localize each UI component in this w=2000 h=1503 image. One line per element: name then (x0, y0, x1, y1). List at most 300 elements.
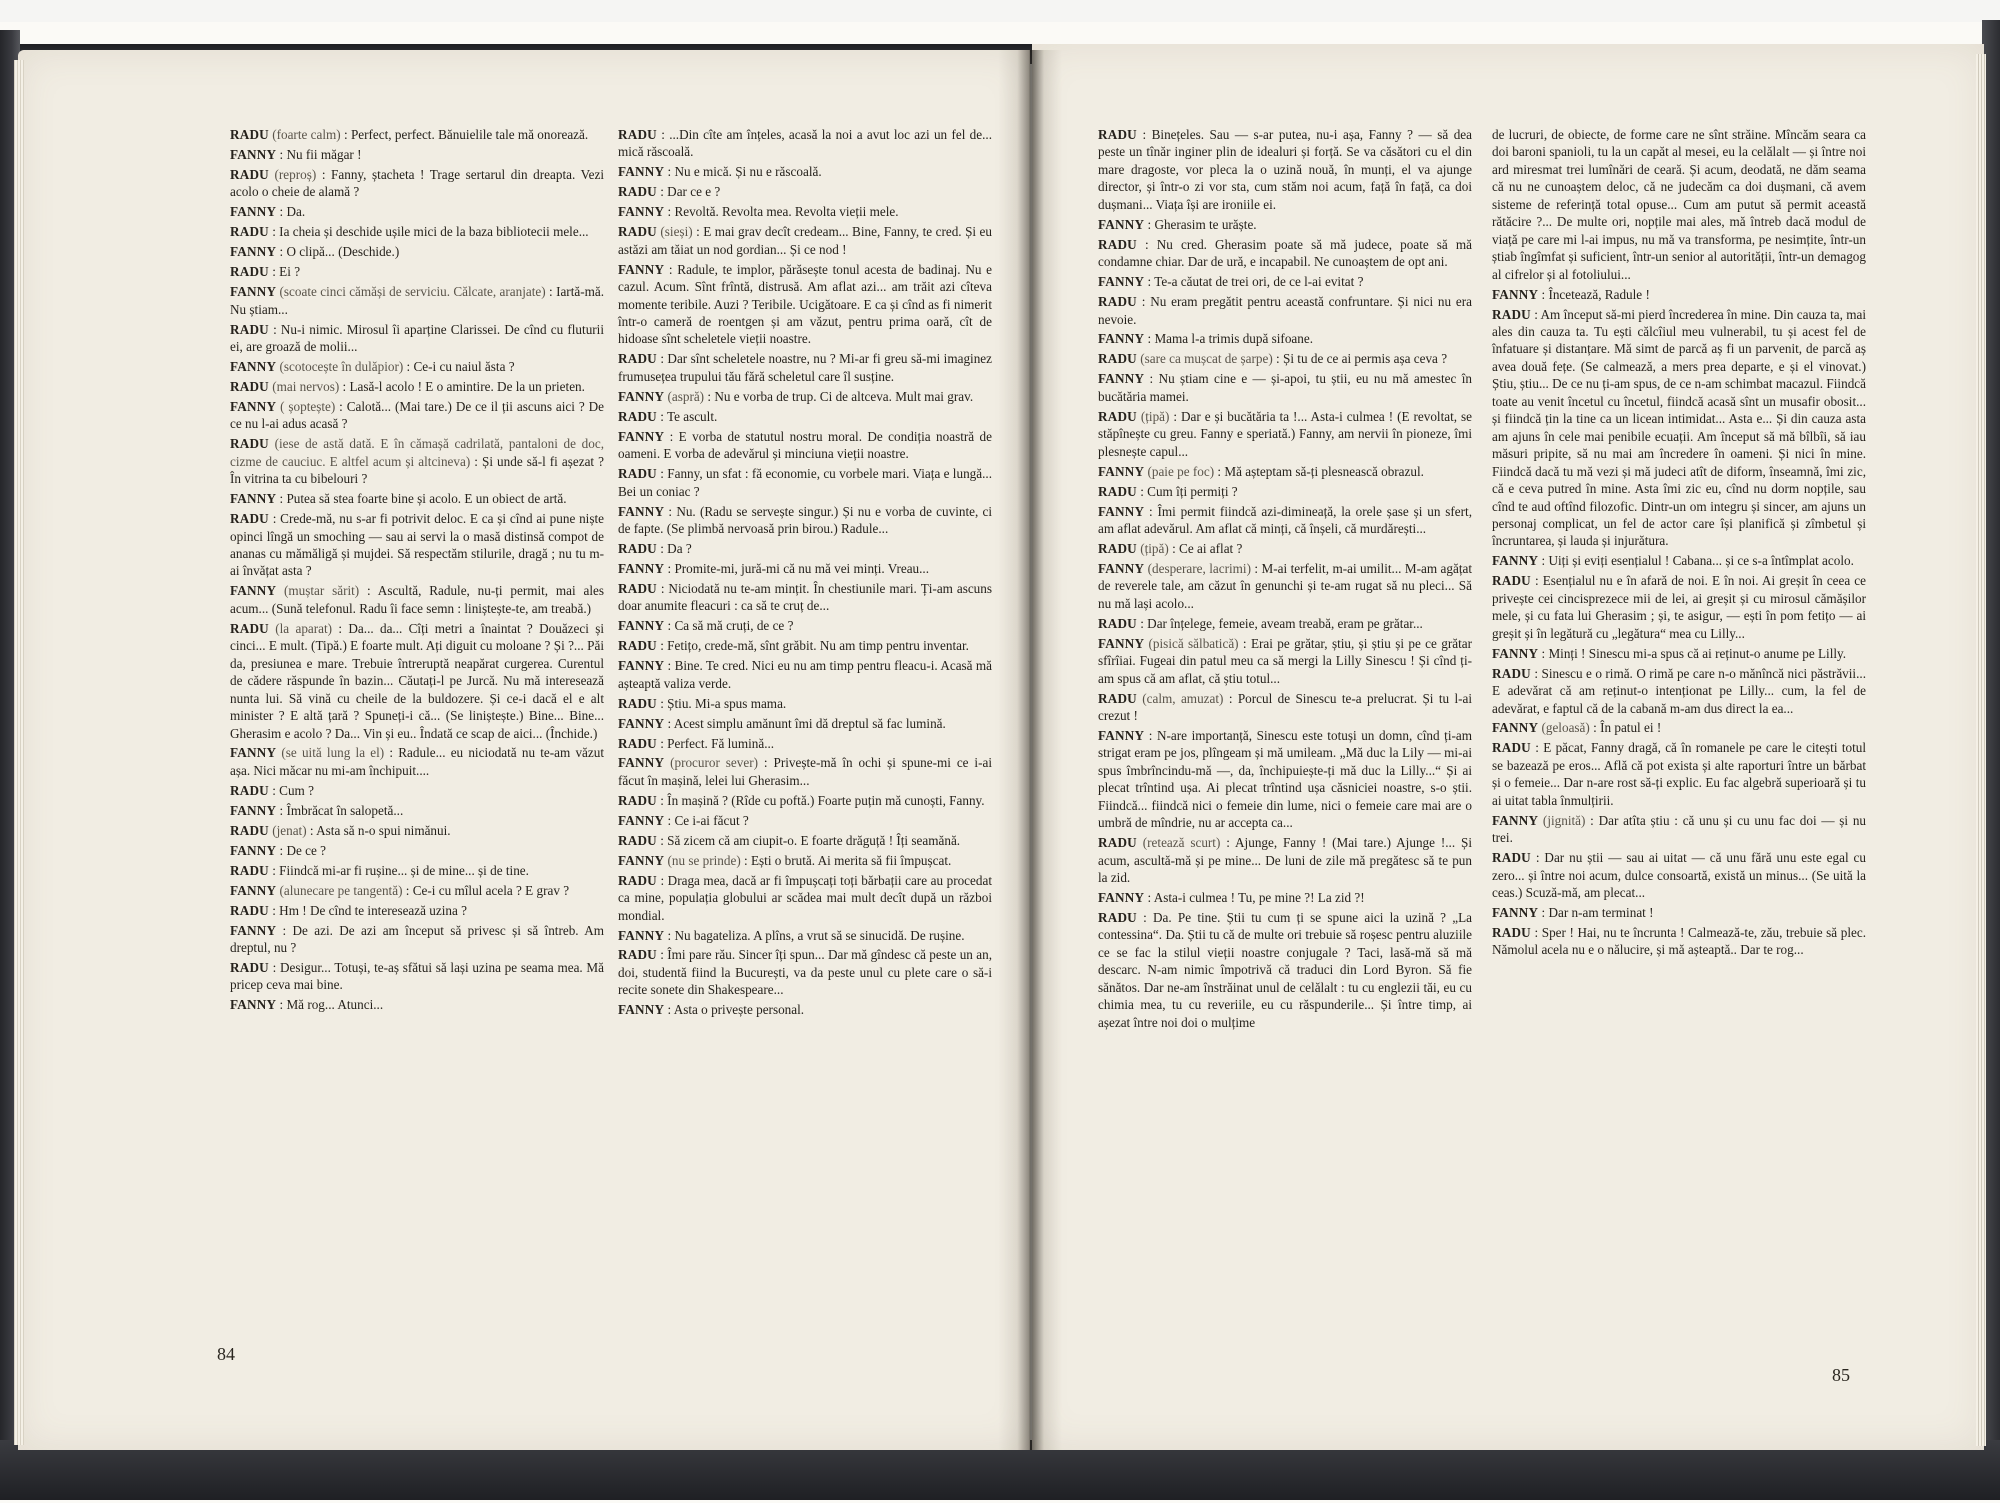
speech-text: Ce i-ai făcut ? (674, 812, 749, 828)
dialogue-line: RADU : Draga mea, dacă ar fi împușcați toți bărbații care au procedat ca mine, populația globului ar scădea mai mult decît după un război mondial. (618, 872, 992, 923)
dialogue-line: FANNY (scoate cinci cămăși de serviciu. Călcate, aranjate) : Iartă-mă. Nu știam... (230, 284, 605, 317)
dialogue-line: RADU : Fanny, un sfat : fă economie, cu vorbele mari. Viața e lungă... Bei un coniac ? (618, 466, 992, 499)
stage-direction: (jenat) (272, 822, 307, 838)
speaker-name: FANNY (618, 755, 665, 771)
speech-text: Ascultă, Radule, nu-ți permit, mai ales acum... (Sună telefonul. Radu îi face semn : liniștește-te, am treabă.) (230, 583, 605, 616)
speech-text: Te-a căutat de trei ori, de ce l-ai evitat ? (1154, 274, 1364, 290)
dialogue-line: RADU : Ia cheia și deschide ușile mici de la baza bibliotecii mele... (230, 224, 589, 240)
speaker-name: FANNY (618, 503, 665, 519)
speech-text: Putea să stea foarte bine și acolo. E un obiect de artă. (286, 491, 567, 507)
speech-text: E vorba de statutul nostru moral. De condiția noastră de oameni. E vorba de adevărul și minciuna vieții noastre. (618, 428, 992, 462)
left-page-edges (14, 60, 24, 1445)
dialogue-line: FANNY : Minți ! Sinescu mi-a spus că ai reținut-o anume pe Lilly. (1492, 645, 1847, 661)
speech-text: E păcat, Fanny dragă, că în romanele pe care le citești totul se bazează pe eros... Află că pot exista și alte raporturi între un bărbat și o femeie... Dar n-are rost să-ți explic. Eu fac algebră superioară și tu ai uitat tabla înmulțirii. (1492, 740, 1867, 808)
speaker-name: FANNY (230, 922, 277, 938)
stage-direction: (pisică sălbatică) (1148, 635, 1239, 651)
dialogue-line: FANNY : Asta-i culmea ! Tu, pe mine ?! La zid ?! (1098, 890, 1365, 906)
speaker-name: FANNY (618, 618, 665, 634)
dialogue-line: RADU : Hm ! De cînd te interesează uzina ? (230, 902, 467, 918)
speech-text: Binețeles. Sau — s-ar putea, nu-i așa, Fanny ? — să dea peste un tînăr inginer plin de idealuri și forță. Se va căsători cu el din mare dragoste, vor pleca la o uzină nouă, în munți, el va ajunge director, și într-o zi vor sta, cum stăm noi acum, față în față, ca doi dușmani... Viața își are ironiile ei. (1098, 127, 1472, 212)
speech-text: Nu știam cine e — și-apoi, tu știi, eu nu mă amestec în bucătăria mamei. (1098, 371, 1473, 404)
speech-text: Fiindcă mi-ar fi rușine... și de mine... și de tine. (279, 862, 529, 878)
speaker-name: RADU (1492, 665, 1531, 681)
speaker-name: RADU (618, 580, 657, 596)
stage-direction: (nu se prinde) (667, 852, 741, 868)
speaker-name: FANNY (230, 882, 277, 898)
speaker-name: FANNY (1098, 560, 1145, 576)
speech-text: Ce-i cu naiul ăsta ? (413, 358, 515, 374)
dialogue-line: FANNY : Promite-mi, jură-mi că nu mă vei minți. Vreau... (618, 560, 930, 576)
stage-direction: (alunecare pe tangentă) (279, 882, 403, 898)
speaker-name: FANNY (618, 164, 665, 180)
dialogue-line: FANNY (pisică sălbatică) : Erai pe grătar, știu, și știu și pe ce grătar sfîrîiai. Fugeai din patul meu ca să mergi la Lilly Sinescu ! Și cînd ți-am spus că am aflat, că știu totul... (1098, 635, 1472, 686)
speech-text: Nu e vorba de trup. Ci de altceva. Mult mai grav. (714, 388, 974, 404)
dialogue-line: FANNY : Nu. (Radu se servește singur.) Și nu e vorba de cuvinte, ci de fapte. (Se plimbă nervoasă prin birou.) Radule... (618, 503, 993, 537)
speaker-name: FANNY (1492, 812, 1539, 828)
speaker-name: FANNY (618, 658, 665, 674)
speech-text: Încetează, Radule ! (1548, 286, 1650, 302)
speaker-name: FANNY (230, 583, 277, 599)
dialogue-line: FANNY : Nu bagateliza. A plîns, a vrut să se sinucidă. De rușine. (618, 927, 965, 943)
speaker-name: RADU (230, 959, 269, 975)
dialogue-line: FANNY : Mama l-a trimis după sifoane. (1098, 331, 1314, 347)
speech-text: Gherasim te urăște. (1154, 216, 1257, 232)
right-page-edges (1976, 54, 1986, 1446)
speech-text: Erai pe grătar, știu, și știu și pe ce grătar sfîrîiai. Fugeai din patul meu ca să mergi la Lilly Sinescu ! Și cînd ți-am spus că am aflat, că știu totul... (1098, 635, 1472, 686)
speaker-name: FANNY (1492, 286, 1539, 302)
dialogue-line: FANNY : Mă rog... Atunci... (230, 997, 384, 1013)
speech-text: În mașină ? (Rîde cu poftă.) Foarte puțin mă cunoști, Fanny. (667, 792, 985, 808)
stage-direction: (reproș) (274, 166, 317, 182)
speaker-name: RADU (230, 782, 269, 798)
speaker-name: RADU (618, 947, 657, 963)
speaker-name: RADU (618, 792, 657, 808)
speech-text: Dar nu știi — sau ai uitat — că unu fără unu este egal cu zero... și între noi acum, dulce consoartă, există un minus... (Se uită la ceas.) Scuză-mă, am plecat... (1492, 850, 1866, 901)
speech-text: Ajunge, Fanny ! (Mai tare.) Ajunge !... Și acum, ascultă-mă și pe mine... De luni de zile mă pregătesc să te pun la zid. (1098, 835, 1472, 886)
speaker-name: FANNY (230, 491, 277, 507)
speaker-name: RADU (230, 511, 269, 527)
speaker-name: RADU (1098, 127, 1137, 142)
speech-text: ...Din cîte am înțeles, acasă la noi a avut loc azi un fel de... mică răscoală. (618, 127, 992, 160)
speech-text: Cum îți permiți ? (1147, 483, 1238, 499)
speech-text: De azi. De azi am început să privesc și să întreb. Am dreptul, nu ? (230, 922, 604, 955)
speech-text: Draga mea, dacă ar fi împușcați toți bărbații care au procedat ca mine, populația globului ar scădea mai mult decît după un război mondial. (618, 872, 992, 923)
speaker-name: FANNY (230, 745, 277, 761)
speech-text: Sper ! Hai, nu te încrunta ! Calmează-te, zău, trebuie să plec. Nămolul acela nu e o nălucire, și mă așteaptă.. Dar te rog... (1492, 924, 1867, 958)
speaker-name: RADU (1492, 573, 1531, 589)
speaker-name: RADU (230, 224, 269, 240)
speaker-name: FANNY (230, 358, 277, 374)
speaker-name: RADU (230, 166, 269, 182)
dialogue-line: FANNY : Încetează, Radule ! (1492, 286, 1650, 302)
stage-direction: (se uită lung la el) (281, 745, 385, 761)
speech-text: Privește-mă în ochi și spune-mi ce i-ai făcut în mașină, lelei lui Gherasim... (618, 755, 993, 788)
speech-text: N-are importanță, Sinescu este totuși un domn, cînd ți-am strigat eram pe jos, plîngeam și mă umileam. „Mă duc la Lily — mi-ai spus îmbrîncindu-mă —, da, închipuiește-ți mă duc la Lilly...“ Și ai plecat trîntind ușa. Ai plecat trîntind ușa căsniciei noastre, s-o știi. Fiindcă... fiindcă nici o femeie din lume, nici o femeie care mai are o umbră de mîndrie, nu ar accepta ca... (1098, 728, 1473, 831)
speech-text: Și unde să-l fi așezat ? În vitrina ta cu bibelouri ? (230, 453, 604, 487)
dialogue-line: RADU (reproș) : Fanny, ștacheta ! Trage sertarul din dreapta. Vezi acolo o cheie de alamă ? (230, 166, 605, 200)
dialogue-line: RADU (calm, amuzat) : Porcul de Sinescu te-a prelucrat. Și tu l-ai crezut ! (1098, 690, 1473, 724)
dialogue-line: FANNY : N-are importanță, Sinescu este totuși un domn, cînd ți-am strigat eram pe jos, plîngeam și mă umileam. „Mă duc la Lily — mi-ai spus îmbrîncindu-mă —, da, închipuiește-ți mă duc la Lilly...“ Și ai plecat trîntind ușa. Ai plecat trîntind ușa căsniciei noastre, s-o știi. Fiindcă... fiindcă nici o femeie din lume, nici o femeie care mai are o umbră de mîndrie, nu ar accepta ca... (1098, 728, 1473, 831)
stage-direction: (la aparat) (275, 620, 333, 636)
speech-text: Da ? (667, 540, 692, 556)
speech-text: Mă rog... Atunci... (286, 997, 384, 1013)
speaker-name: FANNY (1098, 371, 1145, 387)
dialogue-line: FANNY (muștar sărit) : Ascultă, Radule, nu-ți permit, mai ales acum... (Sună telefonul. Radu îi face semn : liniștește-te, am treabă.) (230, 583, 605, 616)
speech-text: Da. Pe tine. Știi tu cum ți se spune aici la uzină ? „La contessina“. Da. Știi tu că de multe ori trebuie să roșesc pentru aluziile ce se fac la stilul vieții noastre conjugale ? Taci, lasă-mă să mă descarc. N-am nimic împotrivă că traduci din Lord Byron. Să fie sănătos. Dar ne-am înstrăinat unul de celălalt : tu cu englezii tăi, eu cu chimia mea, tu cu reveriile, eu cu răspunderile... Și între timp, ai așezat între noi doi o mulțime (1098, 910, 1472, 1030)
dialogue-line: RADU (iese de astă dată. E în cămașă cadrilată, pantaloni de doc, cizme de cauciuc. E altfel acum și altcineva) : Și unde să-l fi așezat ? În vitrina ta cu bibelouri ? (230, 436, 605, 487)
speech-text: Nu fii măgar ! (286, 146, 362, 162)
dialogue-line: RADU : Fetițo, crede-mă, sînt grăbit. Nu am timp pentru inventar. (618, 638, 969, 654)
dialogue-line (1492, 126, 1866, 283)
speaker-name: FANNY (618, 428, 665, 444)
speech-text: Ce ai aflat ? (1179, 540, 1243, 556)
dialogue-line: FANNY : O clipă... (Deschide.) (230, 244, 400, 260)
dialogue-line: FANNY (scotocește în dulăpior) : Ce-i cu naiul ăsta ? (230, 358, 515, 374)
speaker-name: RADU (230, 264, 269, 280)
stage-direction: (desperare, lacrimi) (1147, 560, 1251, 576)
speech-text: E mai grav decît credeam... Bine, Fanny, te cred. Și eu astăzi am tăiat un nod gordian... Și ce nod ! (618, 224, 992, 257)
dialogue-line: RADU : Crede-mă, nu s-ar fi potrivit deloc. E ca și cînd ai pune niște opinci lîngă un smoching — sau ai servi la o masă distinsă compot de ananas cu mămăligă și mujdei. Să respectăm stilurile, dragă ; nu tu m-ai învățat asta ? (230, 511, 604, 579)
dialogue-line: RADU : Ei ? (230, 264, 301, 280)
dialogue-line: FANNY : De ce ? (230, 842, 326, 858)
speaker-name: RADU (618, 408, 657, 424)
stage-direction: (geloasă) (1541, 720, 1590, 736)
dialogue-line: FANNY : Ca să mă cruți, de ce ? (618, 618, 794, 634)
speaker-name: RADU (1098, 408, 1137, 424)
dialogue-line: FANNY : Îmbrăcat în salopetă... (230, 802, 404, 818)
speech-text: Asta să n-o spui nimănui. (316, 822, 451, 838)
speaker-name: FANNY (1492, 904, 1539, 920)
dialogue-line: RADU : Sinescu e o rimă. O rimă pe care n-o mănîncă nici păstrăvii... E adevărat că am reținut-o intenționat pe Lilly... cum, la fel de adevărat, e faptul că de la cabană m-am dus direct la ea... (1492, 665, 1866, 716)
speech-text: Îmbrăcat în salopetă... (286, 802, 404, 818)
speaker-name: RADU (1098, 236, 1137, 252)
speaker-name: FANNY (1098, 728, 1145, 743)
dialogue-line: FANNY : Gherasim te urăște. (1098, 216, 1257, 232)
speech-text: Da... da... Cîți metri a înaintat ? Douăzeci și cinci... E mult. (Tipă.) E foarte mult. Ați diguit cu moloane ? Și ?... Păi da, presiunea e mare. Trebuie întreruptă neapărat curgerea. Curentul de cădere răspunde în bazin... Căutați-l pe Jurcă. Nu mă interesează nunta lui. Să vină cu cheile de la buldozere. Și ce-i dacă el e alt minister ? E altă țară ? Spuneți-i că... (Se liniștește.) Bine... Bine... Gherasim e acolo ? Da... Vin și eu.. Îndată ce scap de aici... (Închide.) (230, 620, 605, 741)
speech-text: Nu eram pregătit pentru această confruntare. Și nici nu era nevoie. (1098, 294, 1473, 327)
dialogue-line: FANNY ( șoptește) : Calotă... (Mai tare.) De ce il ții ascuns aici ? De ce nu l-ai adus acasă ? (230, 398, 604, 432)
dialogue-line: RADU (jenat) : Asta să n-o spui nimănui. (230, 822, 451, 838)
speech-text: Uiți și eviți esențialul ! Cabana... și ce s-a întîmplat acolo. (1548, 553, 1854, 569)
dialogue-line: RADU (țipă) : Ce ai aflat ? (1098, 540, 1243, 556)
speech-text: Promite-mi, jură-mi că nu mă vei minți. Vreau... (674, 560, 930, 576)
speech-text: Bine. Te cred. Nici eu nu am timp pentru fleacu-i. Acasă mă așteaptă valiza verde. (618, 658, 993, 691)
dialogue-line: RADU (sare ca mușcat de șarpe) : Și tu de ce ai permis așa ceva ? (1098, 351, 1448, 367)
speaker-name: RADU (230, 620, 269, 636)
speaker-name: RADU (230, 822, 269, 838)
speaker-name: RADU (1492, 740, 1531, 756)
speech-text: Iartă-mă. Nu știam... (230, 284, 605, 317)
speech-text: Dar n-am terminat ! (1548, 904, 1654, 920)
stage-direction: (iese de astă dată. E în cămașă cadrilată, pantaloni de doc, cizme de cauciuc. E altfel acum și altcineva) (230, 436, 605, 469)
speaker-name: RADU (618, 638, 657, 654)
speech-text: Crede-mă, nu s-ar fi potrivit deloc. E ca și cînd ai pune niște opinci lîngă un smoching — sau ai servi la o masă distinsă compot de ananas cu mămăligă și mujdei. Să respectăm stilurile, dragă ; nu tu m-ai învățat asta ? (230, 511, 604, 579)
speech-text: M-ai terfelit, m-ai umilit... M-am agățat de reverele tale, am căzut în genunchi și te-am rugat să nu pleci... Să nu mă lași acolo... (1098, 560, 1473, 611)
dialogue-line: RADU : Da. Pe tine. Știi tu cum ți se spune aici la uzină ? „La contessina“. Da. Știi tu că de multe ori trebuie să roșesc pentru aluziile ce se fac la stilul vieții noastre conjugale ? Taci, lasă-mă să mă descarc. N-am nimic împotrivă că traduci din Lord Byron. Să fie sănătos. Dar ne-am înstrăinat unul de celălalt : tu cu englezii tăi, eu cu chimia mea, tu cu reveriile, eu cu răspunderile... Și între timp, ai așezat între noi doi o mulțime (1098, 910, 1472, 1030)
speech-text: Ca să mă cruți, de ce ? (674, 618, 794, 634)
stage-direction: (țipă) (1140, 540, 1169, 556)
dialogue-line: RADU : Îmi pare rău. Sincer îți spun... Dar mă gîndesc că peste un an, doi, studentă fiind la București, va da peste unul cu plete care o să-i recite sonete din Shakespeare... (618, 947, 992, 998)
speaker-name: RADU (618, 832, 657, 848)
speaker-name: FANNY (1098, 890, 1145, 906)
speech-text: Lasă-l acolo ! E o amintire. De la un prieten. (349, 378, 585, 394)
dialogue-line: RADU : ...Din cîte am înțeles, acasă la noi a avut loc azi un fel de... mică răscoală. (618, 127, 992, 160)
dialogue-line: FANNY : Radule, te implor, părăsește tonul acesta de badinaj. Nu e cazul. Acum. Sînt frîntă, distrusă. Am aflat azi... am trăit azi cîteva momente teribile. Auzi ? Teribile. Ucigătoare. E ca și cînd as fi nimerit într-o cameră de roentgen și am văzut, pentru prima oară, cît de hidoase sînt scheletele vieții noastre. (618, 261, 992, 347)
speech-text: În patul ei ! (1600, 720, 1662, 736)
speaker-name: FANNY (1098, 503, 1145, 519)
speaker-name: RADU (230, 378, 269, 394)
speaker-name: RADU (230, 321, 269, 337)
dialogue-line: FANNY : Nu fii măgar ! (230, 146, 362, 162)
book-gutter (998, 50, 1062, 1450)
speaker-name: FANNY (618, 812, 665, 828)
speaker-name: FANNY (1492, 720, 1539, 736)
speaker-name: RADU (1492, 306, 1531, 322)
speech-text: Sinescu e o rimă. O rimă pe care n-o mănîncă nici păstrăvii... E adevărat că am reținut-o intenționat pe Lilly... cum, la fel de adevărat, e faptul că de la cabană m-am dus direct la ea... (1492, 665, 1866, 716)
speaker-name: RADU (618, 872, 657, 888)
speech-text: Asta o privește personal. (673, 1002, 805, 1018)
stage-direction: (retează scurt) (1142, 835, 1221, 851)
speaker-name: FANNY (618, 715, 665, 731)
dialogue-line: FANNY (procuror sever) : Privește-mă în ochi și spune-mi ce i-ai făcut în mașină, lelei lui Gherasim... (618, 755, 993, 788)
speech-text: Am început să-mi pierd încrederea în mine. Din cauza ta, mai ales din cauza ta. Tu ești călcîiul meu vulnerabil, tu și acest fel de înfatuare și distanțare. Mă simt de parcă aș fi un parvenit, de parcă aș avea două fețe. (Se calmează, a mers prea departe, e și el vinovat.) Știu, știu... De ce nu ți-am spus, de ce n-am schimbat macazul. Fiindcă toate au venit încetul cu încetul, fiindcă acasă sînt un musafir obosit... și fiindcă țin la tine ca un licean intimidat... Asta e... Și din cauza asta am ajuns în cele mai penibile ecuații. Am început să mă bîlbîi, să iau măsuri pripite, să nu mai am încredere în oameni. Și nici în mine. Fiindcă dacă tu mă vezi și mă judeci atît de diform, înseamnă, îmi zic, că e ceva putred în mine. Asta îmi zic eu, cînd nu dorm nopțile, sau cînd te aud oftînd filozofic. Dintr-un om integru și sincer, am ajuns un personaj complicat, un fel de actor care își planifică și zîmbetul și încruntarea, și lauda și injurătura. (1492, 306, 1867, 549)
speaker-name: RADU (1098, 483, 1137, 499)
speech-text: Nu-i nimic. Mirosul îi aparține Clarissei. De cînd cu fluturii ei, are groază de molii... (230, 321, 605, 354)
speech-text: Da. (286, 204, 306, 220)
stage-direction: (scotocește în dulăpior) (279, 358, 404, 374)
speech-text: Te ascult. (666, 408, 718, 424)
dialogue-line: RADU : Binețeles. Sau — s-ar putea, nu-i așa, Fanny ? — să dea peste un tînăr inginer plin de idealuri și forță. Se va căsători cu el din mare dragoste, vor pleca la o uzină nouă, în munți, el va ajunge director, și într-o zi vor sta, cum stăm noi acum, față în față, ca doi dușmani... Viața își are ironiile ei. (1098, 127, 1472, 212)
speaker-name: FANNY (618, 927, 665, 943)
speaker-name: RADU (230, 902, 269, 918)
dialogue-line: RADU : Esențialul nu e în afară de noi. E în noi. Ai greșit în ceea ce privește cei cincisprezece mii de lei, ai greșit și cu mirosul cămășilor mele, și cu fata lui Gherasim ; și, te asigur, — ești în pom fetițo — ai greșit și în legătură cu „legătura“ mea cu Lilly... (1492, 573, 1866, 641)
dialogue-line: RADU : Să zicem că am ciupit-o. E foarte drăguță ! Îți seamănă. (618, 832, 961, 848)
speaker-name: FANNY (1098, 635, 1145, 651)
dialogue-line: RADU : Am început să-mi pierd încrederea în mine. Din cauza ta, mai ales din cauza ta. Tu ești călcîiul meu vulnerabil, tu și acest fel de înfatuare și distanțare. Mă simt de parcă aș fi un parvenit, de parcă aș avea două fețe. (Se calmează, a mers prea departe, e și el vinovat.) Știu, știu... De ce nu ți-am spus, de ce n-am schimbat macazul. Fiindcă toate au venit încetul cu încetul, fiindcă acasă sînt un musafir obosit... și fiindcă țin la tine ca un licean intimidat... Asta e... Și din cauza asta am ajuns în cele mai penibile ecuații. Am început să mă bîlbîi, să iau măsuri pripite, să nu mai am încredere în oameni. Și nici în mine. Fiindcă dacă tu mă vezi și mă judeci atît de diform, înseamnă, îmi zic, că e ceva putred în mine. Asta îmi zic eu, cînd nu dorm nopțile, sau cînd te aud oftînd filozofic. Dintr-un om integru și sincer, am ajuns un personaj complicat, un fel de actor care își planifică și zîmbetul și încruntarea, și lauda și injurătura. (1492, 306, 1867, 549)
dialogue-line: FANNY : Dar n-am terminat ! (1492, 904, 1654, 920)
speaker-name: RADU (1492, 924, 1531, 940)
dialogue-line: RADU : Te ascult. (618, 408, 718, 424)
dialogue-line: FANNY : Te-a căutat de trei ori, de ce l-ai evitat ? (1098, 274, 1364, 290)
dialogue-line: FANNY (alunecare pe tangentă) : Ce-i cu mîlul acela ? E grav ? (230, 882, 570, 898)
speaker-name: RADU (1098, 835, 1137, 851)
dialogue-line: FANNY : De azi. De azi am început să privesc și să întreb. Am dreptul, nu ? (230, 922, 604, 955)
speech-text: Nu cred. Gherasim poate să mă judece, poate să mă condamne chiar. Dar de ură, e incapabil. Ne cunoaștem de opt ani. (1098, 236, 1472, 270)
speaker-name: FANNY (230, 802, 277, 818)
speech-text: Revoltă. Revolta mea. Revolta vieții mele. (674, 204, 899, 220)
speaker-name: RADU (230, 127, 269, 142)
speaker-name: FANNY (618, 1002, 665, 1018)
speech-text: Nu bagateliza. A plîns, a vrut să se sinucidă. De rușine. (674, 927, 965, 943)
speaker-name: RADU (1098, 294, 1137, 310)
dialogue-line: FANNY (geloasă) : În patul ei ! (1492, 720, 1662, 736)
speaker-name: RADU (618, 351, 657, 367)
speaker-name: FANNY (230, 284, 277, 300)
speaker-name: RADU (618, 540, 657, 556)
dialogue-line: RADU : Nu cred. Gherasim poate să mă judece, poate să mă condamne chiar. Dar de ură, e incapabil. Ne cunoaștem de opt ani. (1098, 236, 1472, 270)
scanner-margin (0, 0, 2000, 22)
speech-text: Cum ? (279, 782, 314, 798)
dialogue-line: FANNY : Asta o privește personal. (618, 1002, 805, 1018)
speech-text: Minți ! Sinescu mi-a spus că ai reținut-o anume pe Lilly. (1548, 645, 1847, 661)
dialogue-line: RADU (foarte calm) : Perfect, perfect. Bănuielile tale mă onorează. (230, 127, 589, 142)
stage-direction: (procuror sever) (670, 755, 758, 771)
stage-direction: (sare ca mușcat de șarpe) (1140, 351, 1273, 367)
speaker-name: FANNY (1098, 331, 1145, 347)
speaker-name: FANNY (230, 842, 277, 858)
stage-direction: (paie pe foc) (1147, 463, 1215, 479)
speaker-name: FANNY (230, 997, 277, 1013)
dialogue-line: RADU : În mașină ? (Rîde cu poftă.) Foarte puțin mă cunoști, Fanny. (618, 792, 985, 808)
speech-text: O clipă... (Deschide.) (286, 244, 400, 260)
speech-text: Dar ce e ? (667, 184, 721, 200)
dialogue-line: RADU (țipă) : Dar e și bucătăria ta !... Asta-i culmea ! (E revoltat, se stăpînește cu greu. Fanny e speriată.) Fanny, am nervii în pioneze, îmi plesnește capul... (1098, 408, 1472, 459)
speech-text: Fanny, ștacheta ! Trage sertarul din dreapta. Vezi acolo o cheie de alamă ? (230, 166, 605, 200)
dialogue-line: RADU : Dar nu știi — sau ai uitat — că unu fără unu este egal cu zero... și între noi acum, dulce consoartă, există un minus... (Se uită la ceas.) Scuză-mă, am plecat... (1492, 850, 1866, 901)
speaker-name: RADU (618, 127, 657, 142)
stage-direction: (mai nervos) (272, 378, 340, 394)
dialogue-line: FANNY : E vorba de statutul nostru moral. De condiția noastră de oameni. E vorba de adevărul și minciuna vieții noastre. (618, 428, 992, 462)
speech-text: Știu. Mi-a spus mama. (667, 695, 787, 711)
dialogue-line: RADU : Știu. Mi-a spus mama. (618, 695, 787, 711)
speaker-name: RADU (230, 862, 269, 878)
dialogue-line: RADU : Niciodată nu te-am mințit. În chestiunile mari. Ți-am ascuns doar anumite fleacuri : ca să te cruț de... (618, 580, 993, 614)
speaker-name: FANNY (618, 204, 665, 220)
dialogue-line: RADU : Fiindcă mi-ar fi rușine... și de mine... și de tine. (230, 862, 529, 878)
dialogue-line: FANNY : Bine. Te cred. Nici eu nu am timp pentru fleacu-i. Acasă mă așteaptă valiza verde. (618, 658, 993, 691)
speaker-name: FANNY (230, 146, 277, 162)
stage-direction: (jignită) (1542, 812, 1586, 828)
speaker-name: RADU (618, 184, 657, 200)
dialogue-line: FANNY : Nu știam cine e — și-apoi, tu știi, eu nu mă amestec în bucătăria mamei. (1098, 371, 1473, 404)
speaker-name: FANNY (618, 388, 665, 404)
right-page-column-1 (1098, 126, 1472, 1034)
dialogue-line: FANNY (desperare, lacrimi) : M-ai terfelit, m-ai umilit... M-am agățat de reverele tale, am căzut în genunchi și te-am rugat să nu pleci... Să nu mă lași acolo... (1098, 560, 1473, 611)
speech-text: Nu. (Radu se servește singur.) Și nu e vorba de cuvinte, ci de fapte. (Se plimbă nervoasă prin birou.) Radule... (618, 503, 993, 537)
stage-direction: (muștar sărit) (284, 583, 360, 599)
stage-direction: (sieși) (660, 224, 693, 240)
speech-text: Hm ! De cînd te interesează uzina ? (279, 902, 467, 918)
speaker-name: RADU (230, 436, 269, 452)
speaker-name: FANNY (230, 398, 277, 414)
speech-text: Dar atîta știu : că unu și cu unu fac doi — și nu trei. (1492, 812, 1867, 846)
speaker-name: RADU (1492, 850, 1531, 866)
speaker-name: FANNY (1098, 216, 1145, 232)
speaker-name: RADU (618, 695, 657, 711)
left-page-column-1 (230, 126, 604, 1016)
speech-text: Radule, te implor, părăsește tonul acesta de badinaj. Nu e cazul. Acum. Sînt frîntă, distrusă. Am aflat azi... am trăit azi cîteva momente teribile. Auzi ? Teribile. Ucigătoare. E ca și cînd as fi nimerit într-o cameră de roentgen și am văzut, pentru prima oară, cît de hidoase sînt scheletele vieții noastre. (618, 261, 992, 347)
stage-direction: (calm, amuzat) (1142, 690, 1224, 706)
speaker-name: RADU (1098, 351, 1137, 367)
speaker-name: FANNY (618, 560, 665, 576)
speech-text: Dar înțelege, femeie, aveam treabă, eram pe grătar... (1147, 615, 1423, 631)
dialogue-line: RADU : Dar ce e ? (618, 184, 721, 200)
left-page-column-2 (618, 126, 992, 1021)
stage-direction: ( șoptește) (280, 398, 336, 414)
speech-text: Ești o brută. Ai merita să fii împușcat. (750, 852, 952, 868)
speech-text: Perfect, perfect. Bănuielile tale mă onorează. (350, 127, 589, 142)
stage-direction: (aspră) (667, 388, 705, 404)
speaker-name: FANNY (1492, 553, 1539, 569)
dialogue-line: RADU (la aparat) : Da... da... Cîți metri a înaintat ? Douăzeci și cinci... E mult. (Tipă.) E foarte mult. Ați diguit cu moloane ? Și ?... Păi da, presiunea e mare. Trebuie întreruptă neapărat curgerea. Curentul de cădere răspunde în bazin... Căutați-l pe Jurcă. Nu mă interesează nunta lui. Să vină cu cheile de la buldozere. Și ce-i dacă el e alt minister ? E altă țară ? Spuneți-i că... (Se liniștește.) Bine... Bine... Gherasim e acolo ? Da... Vin și eu.. Îndată ce scap de aici... (Închide.) (230, 620, 605, 741)
dialogue-line: RADU (mai nervos) : Lasă-l acolo ! E o amintire. De la un prieten. (230, 378, 585, 394)
speech-text: Asta-i culmea ! Tu, pe mine ?! La zid ?! (1153, 890, 1365, 906)
dialogue-line: FANNY (aspră) : Nu e vorba de trup. Ci de altceva. Mult mai grav. (618, 388, 974, 404)
speech-text: Îmi permit fiindcă azi-dimineață, la orele șase și un sfert, am aflat adevărul. Am aflat că minți, că înșeli, că murdărești... (1098, 503, 1472, 537)
dialogue-line: RADU : Dar înțelege, femeie, aveam treabă, eram pe grătar... (1098, 615, 1423, 631)
dialogue-line: FANNY : Îmi permit fiindcă azi-dimineață, la orele șase și un sfert, am aflat adevărul. Am aflat că minți, că înșeli, că murdărești... (1098, 503, 1472, 537)
page-number-left: 84 (217, 1344, 235, 1364)
speaker-name: RADU (618, 224, 657, 240)
dialogue-line: FANNY (se uită lung la el) : Radule... eu niciodată nu te-am văzut așa. Nici măcar nu mi-am închipuit.... (230, 745, 605, 778)
speech-text: Dar sînt scheletele noastre, nu ? Mi-ar fi greu să-mi imaginez frumusețea trupului tău fără scheletul care îl susține. (618, 351, 992, 384)
speech-text: Acest simplu amănunt îmi dă dreptul să fac lumină. (673, 715, 946, 731)
speech-text: Mama l-a trimis după sifoane. (1154, 331, 1314, 347)
stage-direction: (țipă) (1140, 408, 1170, 424)
speaker-name: RADU (1098, 690, 1137, 706)
speech-text: Fetițo, crede-mă, sînt grăbit. Nu am timp pentru inventar. (667, 638, 969, 654)
dialogue-line: RADU : Nu eram pregătit pentru această confruntare. Și nici nu era nevoie. (1098, 294, 1473, 327)
speech-text: Fanny, un sfat : fă economie, cu vorbele mari. Viața e lungă... Bei un coniac ? (618, 466, 992, 499)
dialogue-line: RADU : Nu-i nimic. Mirosul îi aparține Clarissei. De cînd cu fluturii ei, are groază de molii... (230, 321, 605, 354)
speaker-name: RADU (1098, 615, 1137, 631)
dialogue-line: RADU : Dar sînt scheletele noastre, nu ? Mi-ar fi greu să-mi imaginez frumusețea trupului tău fără scheletul care îl susține. (618, 351, 992, 384)
dialogue-line: FANNY : Acest simplu amănunt îmi dă dreptul să fac lumină. (618, 715, 946, 731)
dialogue-line: RADU : Da ? (618, 540, 692, 556)
speaker-name: FANNY (618, 261, 665, 277)
dialogue-line: FANNY : Revoltă. Revolta mea. Revolta vieții mele. (618, 204, 899, 220)
speech-text: Nu e mică. Și nu e răscoală. (674, 164, 822, 180)
page-number-right: 85 (1832, 1365, 1850, 1385)
dialogue-line: FANNY : Da. (230, 204, 306, 220)
dialogue-line: FANNY : Putea să stea foarte bine și acolo. E un obiect de artă. (230, 491, 567, 507)
speech-text: de lucruri, de obiecte, de forme care ne sînt străine. Mîncăm seara ca doi baroni spanioli, tu la un capăt al mesei, eu la celălalt — și între noi ard miresmat trei lumînări de ceară. Și acum, deodată, ne dăm seama că nu ne cunoaștem deloc, că ne judecăm ca doi dușmani, că avem sisteme de referință total opuse... Cum am putut să permit această rătăcire ?... De multe ori, nopțile mai ales, mă întreb dacă modul de viață pe care mi l-ai impus, nu mă va transforma, pe nesimțite, într-un știab îngîmfat și suficient, într-un senior al autorității, într-un demagog al cifrelor și al fotoliului... (1492, 127, 1866, 282)
speaker-name: RADU (1098, 540, 1137, 556)
speaker-name: FANNY (1098, 274, 1145, 290)
dialogue-line: RADU (retează scurt) : Ajunge, Fanny ! (Mai tare.) Ajunge !... Și acum, ascultă-mă și pe mine... De luni de zile mă pregătesc să te pun la zid. (1098, 835, 1472, 886)
speaker-name: FANNY (230, 204, 277, 220)
speech-text: Să zicem că am ciupit-o. E foarte drăguță ! Îți seamănă. (667, 832, 961, 848)
speech-text: Ei ? (279, 264, 301, 280)
speech-text: Desigur... Totuși, te-aș sfătui să lași uzina pe seama mea. Mă pricep ceva mai bine. (230, 959, 605, 993)
dialogue-line: FANNY : Ce i-ai făcut ? (618, 812, 749, 828)
dialogue-line: FANNY (jignită) : Dar atîta știu : că unu și cu unu fac doi — și nu trei. (1492, 812, 1867, 846)
speech-text: Dar e și bucătăria ta !... Asta-i culmea ! (E revoltat, se stăpînește cu greu. Fanny e speriată.) Fanny, am nervii în pioneze, îmi plesnește capul... (1098, 408, 1472, 459)
speech-text: Radule... eu niciodată nu te-am văzut așa. Nici măcar nu mi-am închipuit.... (230, 745, 605, 778)
speaker-name: FANNY (1492, 645, 1539, 661)
dialogue-line: RADU : E păcat, Fanny dragă, că în romanele pe care le citești totul se bazează pe eros... Află că pot exista și alte raporturi între un bărbat și o femeie... Dar n-are rost să-ți explic. Eu fac algebră superioară și tu ai uitat tabla înmulțirii. (1492, 740, 1867, 808)
dialogue-line: FANNY (paie pe foc) : Mă așteptam să-ți plesnească obrazul. (1098, 463, 1424, 479)
dialogue-line: RADU : Desigur... Totuși, te-aș sfătui să lași uzina pe seama mea. Mă pricep ceva mai bine. (230, 959, 605, 993)
dialogue-line: FANNY : Nu e mică. Și nu e răscoală. (618, 164, 822, 180)
dialogue-line: RADU : Sper ! Hai, nu te încrunta ! Calmează-te, zău, trebuie să plec. Nămolul acela nu e o nălucire, și mă așteaptă.. Dar te rog... (1492, 924, 1867, 958)
stage-direction: (foarte calm) (272, 127, 341, 142)
speech-text: De ce ? (286, 842, 326, 858)
speech-text: Și tu de ce ai permis așa ceva ? (1283, 351, 1448, 367)
speaker-name: RADU (618, 466, 657, 482)
dialogue-line: RADU : Cum ? (230, 782, 314, 798)
speech-text: Îmi pare rău. Sincer îți spun... Dar mă gîndesc că peste un an, doi, studentă fiind la București, va da peste unul cu plete care o să-i recite sonete din Shakespeare... (618, 947, 992, 998)
dialogue-line: RADU : Cum îți permiți ? (1098, 483, 1238, 499)
right-page-column-2 (1492, 126, 1866, 961)
speech-text: Mă așteptam să-ți plesnească obrazul. (1224, 463, 1424, 479)
speaker-name: RADU (1098, 910, 1137, 926)
speech-text: Ce-i cu mîlul acela ? E grav ? (412, 882, 570, 898)
speaker-name: FANNY (1098, 463, 1145, 479)
dialogue-line: FANNY : Uiți și eviți esențialul ! Cabana... și ce s-a întîmplat acolo. (1492, 553, 1854, 569)
speech-text: Calotă... (Mai tare.) De ce il ții ascuns aici ? De ce nu l-ai adus acasă ? (230, 398, 604, 432)
speech-text: Porcul de Sinescu te-a prelucrat. Și tu l-ai crezut ! (1098, 690, 1473, 724)
